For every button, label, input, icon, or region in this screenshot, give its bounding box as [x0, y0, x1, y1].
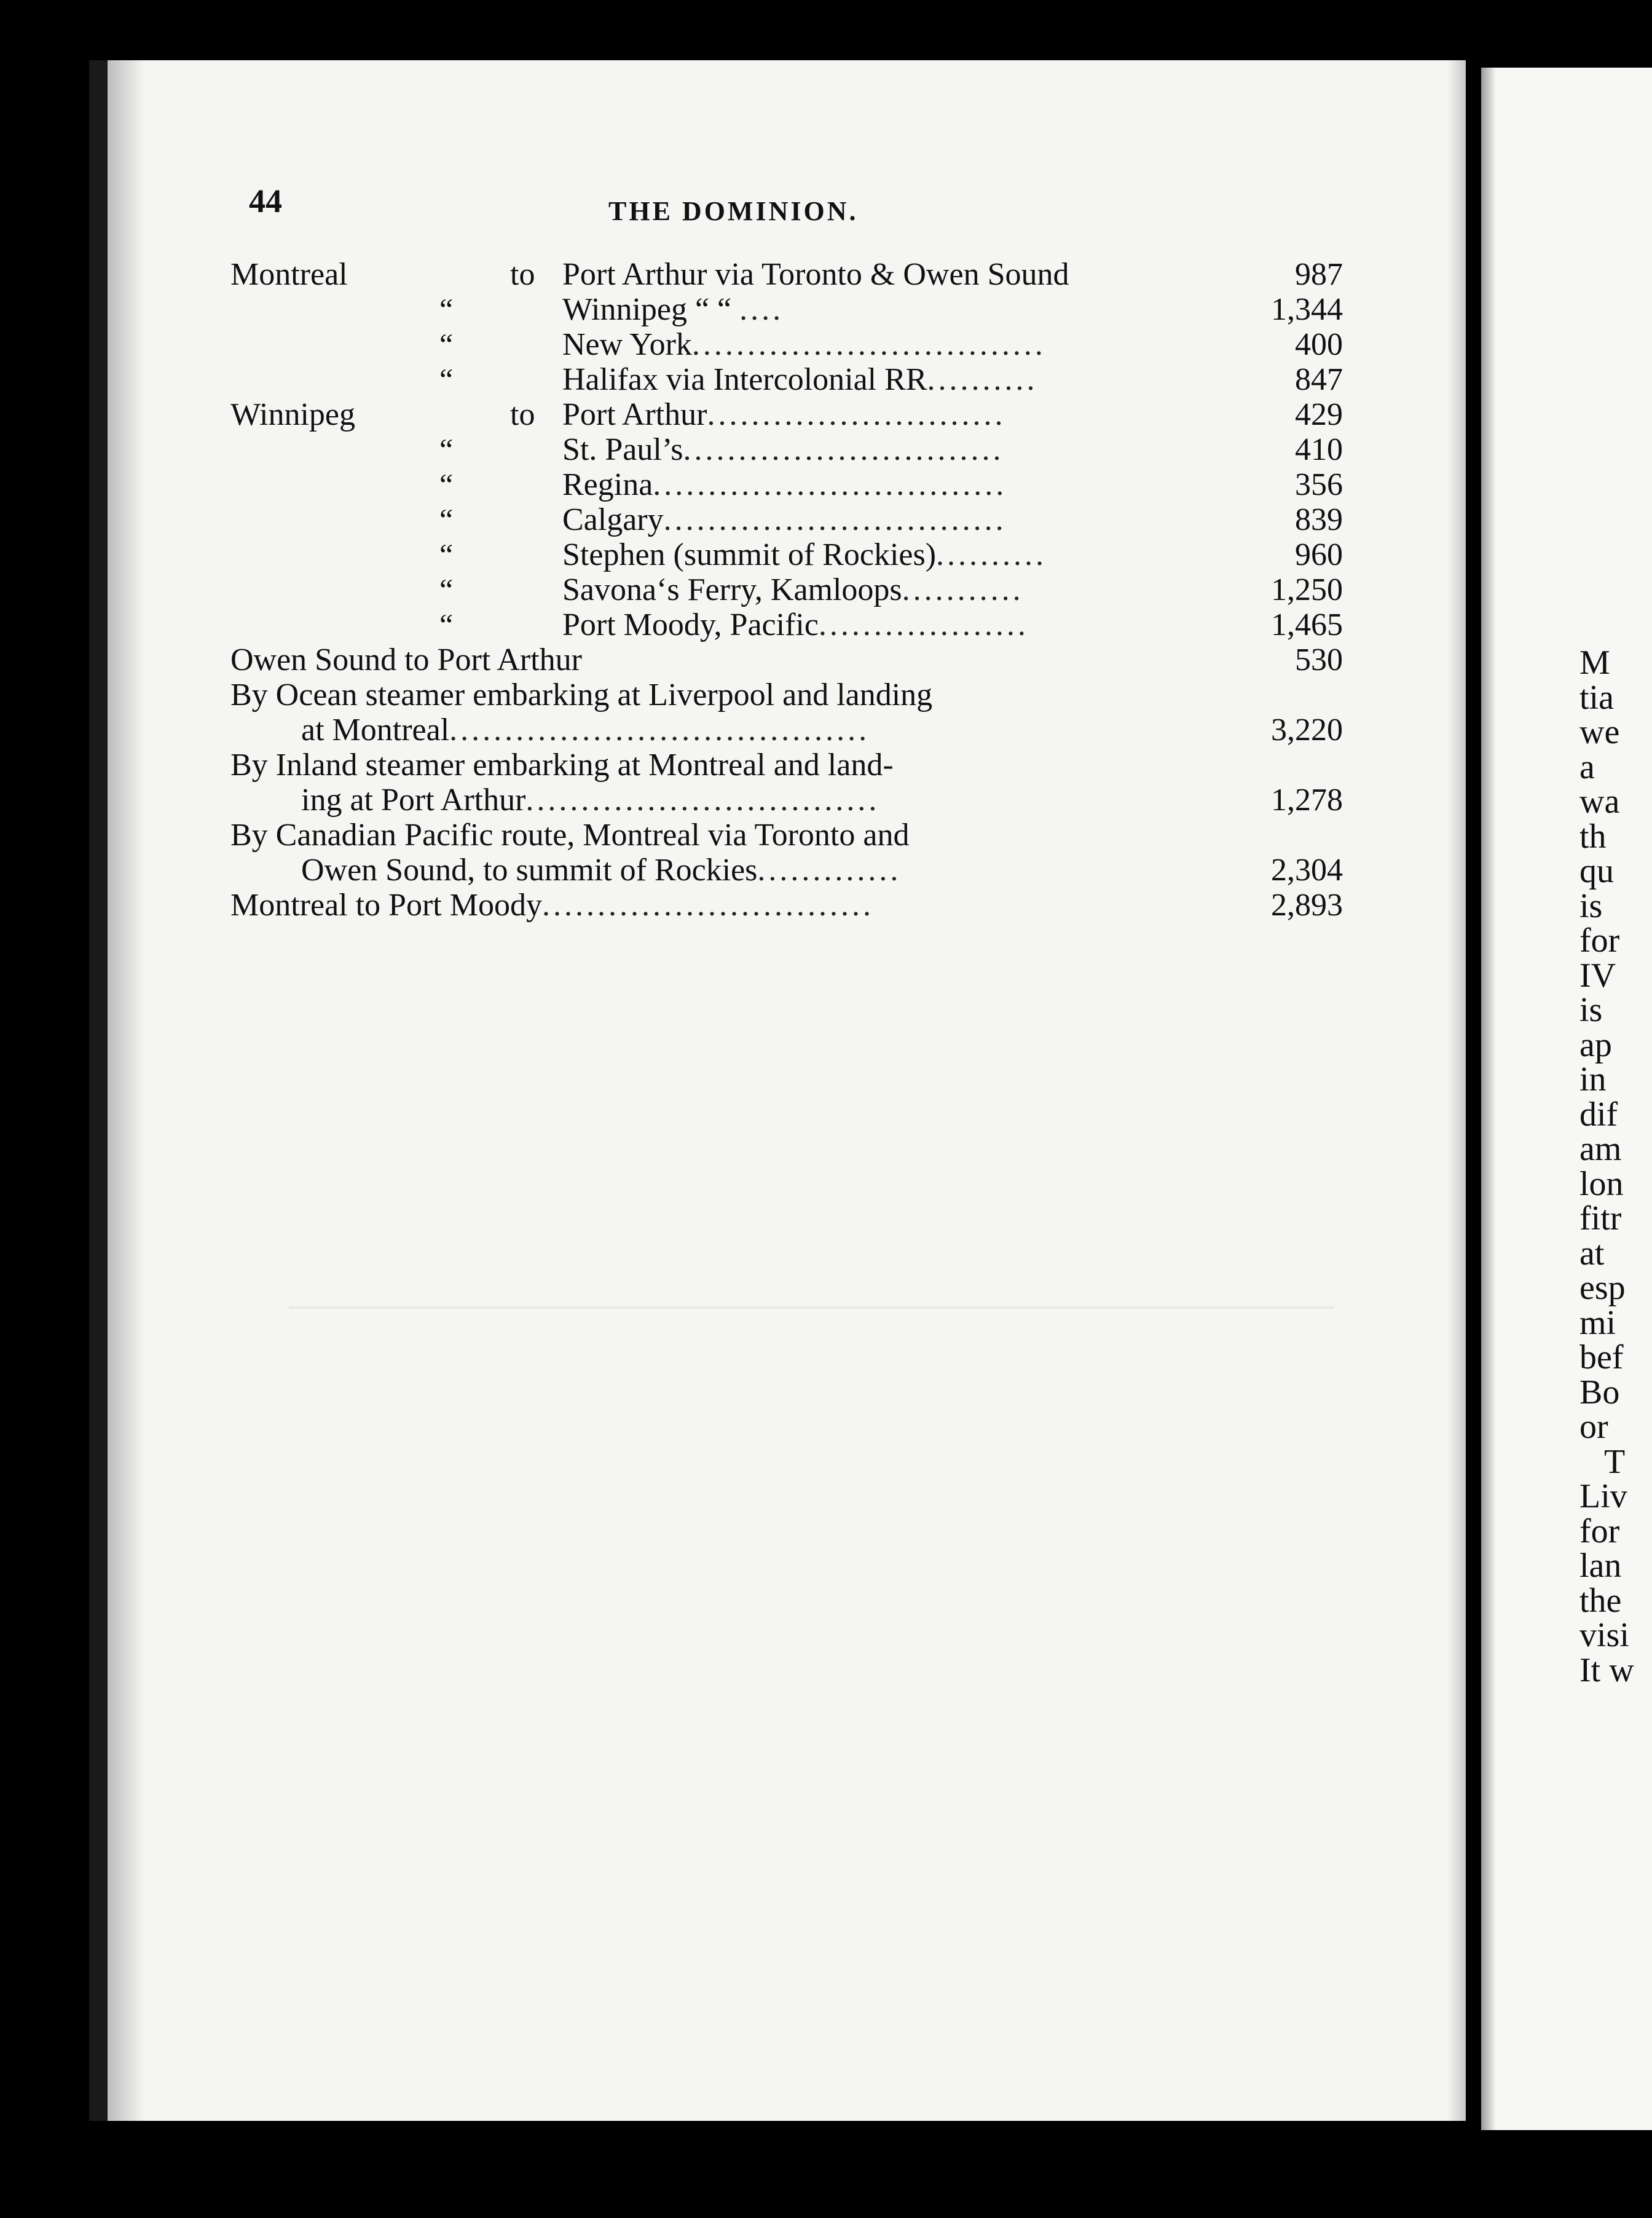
- table-row: [230, 362, 1343, 397]
- distance-value: 410: [1295, 432, 1343, 467]
- leader-dots: ...............................: [663, 502, 1007, 537]
- table-row: [230, 572, 1343, 607]
- destination: [230, 818, 1226, 853]
- destination-text: Savona‘s Ferry, Kamloops: [562, 572, 902, 607]
- show-through-rule: [289, 1306, 1334, 1309]
- right-page-line: esp: [1579, 1269, 1626, 1307]
- leader-dots: ................................: [691, 327, 1046, 362]
- ditto-mark: “: [439, 432, 454, 467]
- table-row: [230, 467, 1343, 502]
- leader-dots: .............: [757, 853, 902, 888]
- destination: [562, 572, 1226, 607]
- table-row: [230, 888, 1343, 923]
- page-number: 44: [249, 183, 282, 219]
- right-page-line: lon: [1579, 1164, 1624, 1203]
- table-row: [230, 677, 1343, 712]
- destination-text: Owen Sound to Port Arthur: [230, 642, 582, 677]
- destination: [301, 783, 1226, 818]
- right-page-line: th: [1579, 817, 1607, 856]
- destination: [301, 853, 1226, 888]
- ditto-mark: “: [439, 362, 454, 397]
- distance-value: 1,278: [1271, 783, 1343, 818]
- destination-text: Owen Sound, to summit of Rockies: [301, 853, 758, 888]
- right-page-line: mi: [1579, 1303, 1616, 1342]
- origin-label: Montreal: [230, 257, 348, 292]
- destination-text: Regina: [562, 467, 653, 502]
- right-page-line: M: [1579, 644, 1610, 682]
- destination-text: Calgary: [562, 502, 664, 537]
- destination-text: Port Arthur via Toronto & Owen Sound: [562, 257, 1069, 292]
- table-row: [230, 327, 1343, 362]
- table-row: [230, 748, 1343, 783]
- destination-text: New York: [562, 327, 692, 362]
- destination-text: Winnipeg “ “: [562, 292, 740, 327]
- destination: [562, 362, 1226, 397]
- right-page-line: qu: [1579, 852, 1614, 890]
- leader-dots: ..........: [927, 362, 1038, 397]
- distance-value: 847: [1295, 362, 1343, 397]
- destination: [230, 642, 1226, 677]
- leader-dots: ..............................: [541, 888, 874, 923]
- right-page-line: am: [1579, 1130, 1622, 1168]
- destination-text: Stephen (summit of Rockies): [562, 537, 937, 572]
- distance-value: 356: [1295, 467, 1343, 502]
- leader-dots: ..........: [936, 537, 1047, 572]
- distance-value: 987: [1295, 257, 1343, 292]
- destination-text: By Ocean steamer embarking at Liverpool and landing: [230, 677, 933, 712]
- distance-value: 530: [1295, 642, 1343, 677]
- table-row: [230, 642, 1343, 677]
- destination-text: Port Moody, Pacific: [562, 607, 819, 642]
- table-row: [230, 818, 1343, 853]
- destination: [562, 607, 1226, 642]
- distance-value: 1,344: [1271, 292, 1343, 327]
- right-page-line: is: [1579, 886, 1603, 925]
- destination: [562, 292, 1226, 327]
- origin-label: Winnipeg: [230, 397, 355, 432]
- right-page-line: a: [1579, 748, 1595, 786]
- distance-value: 1,250: [1271, 572, 1343, 607]
- destination: [230, 677, 1226, 712]
- right-page-line: the: [1579, 1581, 1622, 1620]
- right-page-line: dif: [1579, 1095, 1618, 1134]
- right-page-line: T: [1604, 1442, 1626, 1481]
- right-page-line: for: [1579, 922, 1620, 960]
- ditto-mark: “: [439, 607, 454, 642]
- distance-table: [230, 257, 1343, 923]
- right-page-line: tia: [1579, 678, 1614, 717]
- destination: [562, 502, 1226, 537]
- leader-dots: .............................: [683, 432, 1004, 467]
- distance-value: 400: [1295, 327, 1343, 362]
- leader-dots: ....: [739, 292, 784, 327]
- destination-text: at Montreal: [301, 712, 450, 748]
- destination: [562, 327, 1226, 362]
- leader-dots: ...................: [818, 607, 1029, 642]
- right-page-line: visi: [1579, 1616, 1629, 1654]
- destination-text: Halifax via Intercolonial RR: [562, 362, 927, 397]
- destination: [562, 432, 1226, 467]
- table-row: [230, 537, 1343, 572]
- ditto-mark: “: [439, 537, 454, 572]
- right-page-line: for: [1579, 1512, 1620, 1550]
- destination: [562, 397, 1226, 432]
- running-head: THE DOMINION.: [608, 196, 859, 226]
- destination-text: Port Arthur: [562, 397, 707, 432]
- destination: [230, 748, 1226, 783]
- distance-value: 429: [1295, 397, 1343, 432]
- table-row: [230, 783, 1343, 818]
- leader-dots: ................................: [653, 467, 1007, 502]
- ditto-mark: “: [439, 502, 454, 537]
- distance-value: 1,465: [1271, 607, 1343, 642]
- right-page-line: fitr: [1579, 1199, 1622, 1237]
- leader-dots: ...........: [902, 572, 1024, 607]
- distance-value: 3,220: [1271, 712, 1343, 748]
- table-row: [230, 502, 1343, 537]
- leader-dots: ................................: [525, 783, 880, 818]
- ditto-mark: “: [439, 292, 454, 326]
- destination-text: By Canadian Pacific route, Montreal via Toronto and: [230, 818, 910, 853]
- right-page-line: It w: [1579, 1651, 1634, 1689]
- right-page-line: in: [1579, 1060, 1607, 1099]
- to-label: to: [510, 257, 535, 292]
- to-label: to: [510, 397, 535, 432]
- distance-value: 839: [1295, 502, 1343, 537]
- table-row: [230, 292, 1343, 327]
- destination-text: Montreal to Port Moody: [230, 888, 542, 923]
- right-page-line: Liv: [1579, 1477, 1627, 1515]
- right-page-line: wa: [1579, 783, 1620, 821]
- right-page-line: lan: [1579, 1547, 1622, 1585]
- distance-value: 2,893: [1271, 888, 1343, 923]
- right-page-line: ap: [1579, 1025, 1612, 1064]
- right-page-line: is: [1579, 991, 1603, 1029]
- right-page-line: at: [1579, 1234, 1605, 1273]
- table-row: [230, 432, 1343, 467]
- ditto-mark: “: [439, 572, 454, 607]
- destination: [562, 537, 1226, 572]
- table-row: [230, 397, 1343, 432]
- destination: [562, 257, 1226, 292]
- ditto-mark: “: [439, 467, 454, 502]
- table-row: [230, 853, 1343, 888]
- right-page-line: Bo: [1579, 1373, 1620, 1411]
- right-page: [1481, 68, 1652, 2130]
- destination-text: St. Paul’s: [562, 432, 683, 467]
- ditto-mark: “: [439, 327, 454, 361]
- right-page-line: or: [1579, 1408, 1608, 1446]
- right-page-line: bef: [1579, 1338, 1624, 1376]
- table-row: [230, 712, 1343, 748]
- table-row: [230, 257, 1343, 292]
- destination-text: ing at Port Arthur: [301, 783, 526, 818]
- distance-value: 2,304: [1271, 853, 1343, 888]
- destination-text: By Inland steamer embarking at Montreal and land-: [230, 748, 894, 783]
- distance-value: 960: [1295, 537, 1343, 572]
- destination: [230, 888, 1226, 923]
- right-page-line: we: [1579, 713, 1620, 751]
- right-page-line: IV: [1579, 956, 1616, 995]
- destination: [562, 467, 1226, 502]
- leader-dots: ...........................: [707, 397, 1006, 432]
- leader-dots: ......................................: [449, 712, 870, 748]
- table-row: [230, 607, 1343, 642]
- destination: [301, 712, 1226, 748]
